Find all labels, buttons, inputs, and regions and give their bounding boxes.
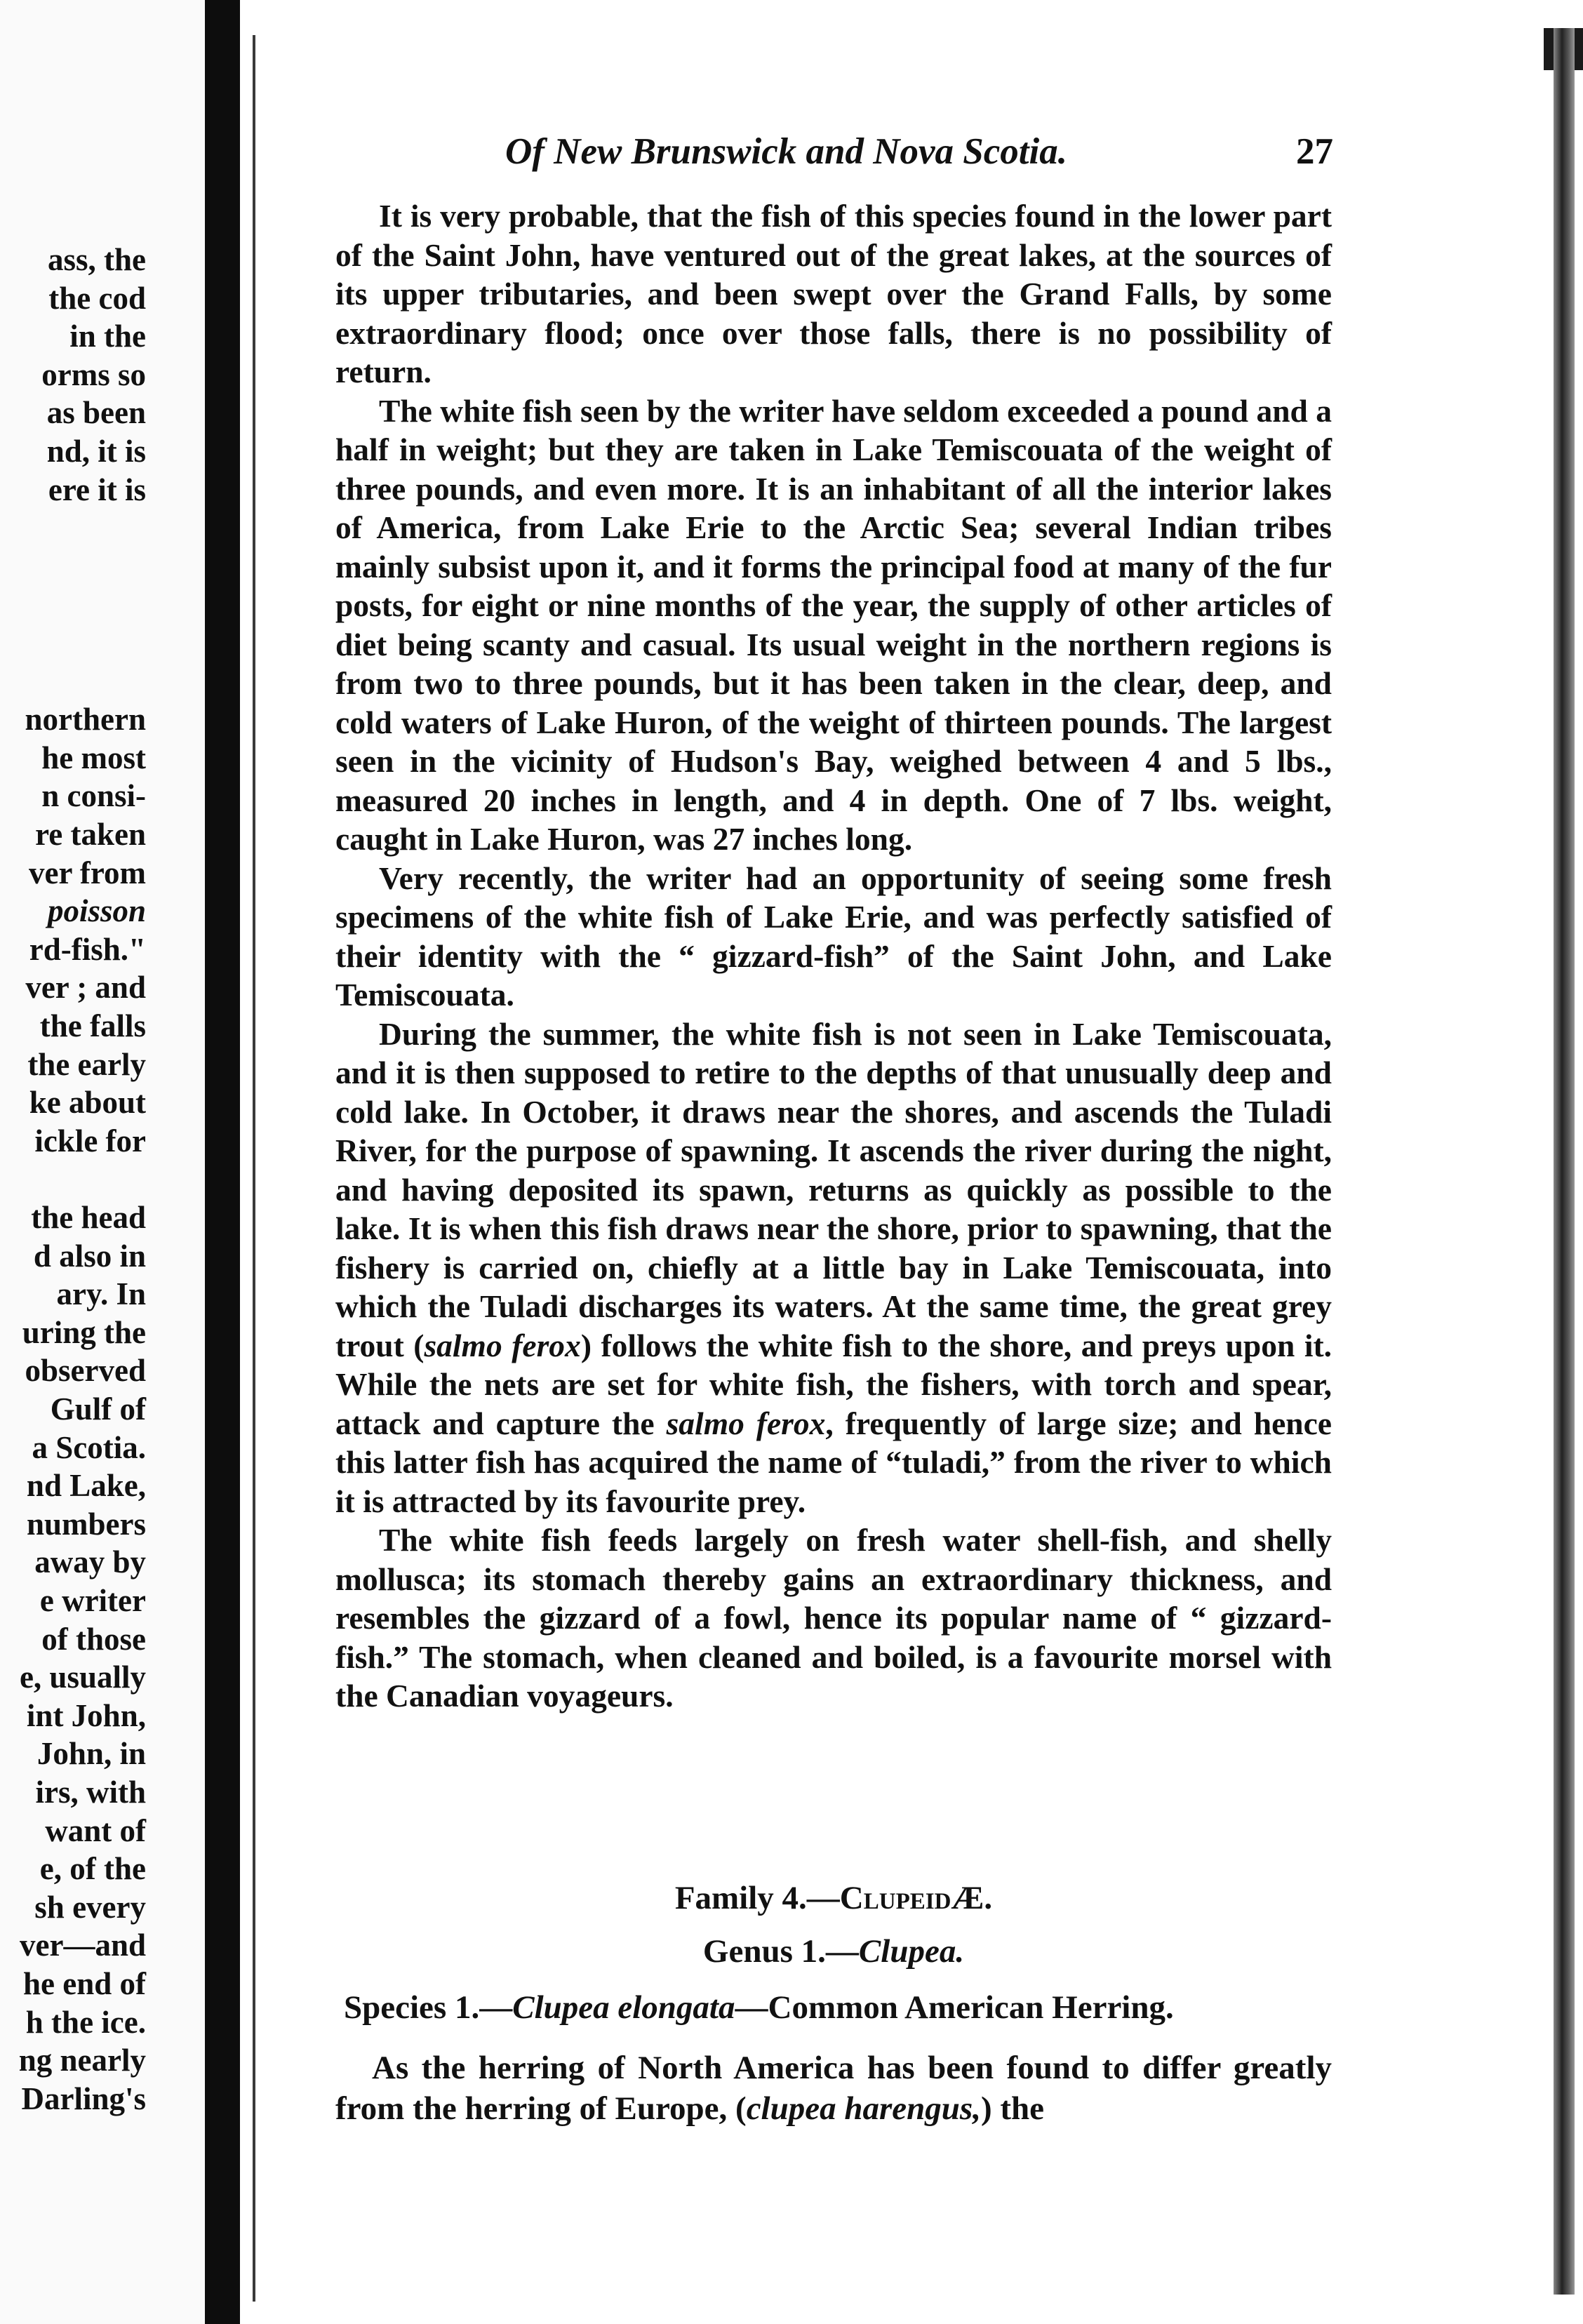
left-page-line: northern [25, 702, 146, 737]
family-heading [335, 1882, 1332, 1915]
left-page-line: the falls [39, 1008, 146, 1043]
left-page-line: Gulf of [50, 1391, 146, 1427]
left-page-line: ver—and [20, 1928, 146, 1963]
closing-paragraph-part: ) the [980, 2090, 1045, 2127]
left-page-line: the cod [48, 280, 146, 316]
main-text [335, 196, 1332, 1716]
left-page-line: sh every [34, 1889, 146, 1925]
left-page-line: rd-fish." [29, 931, 146, 967]
species-name: Clupea elongata [512, 1989, 735, 2026]
genus-prefix: Genus 1.— [702, 1933, 859, 1970]
paragraph-4-part: During the summer, the white fish is not seen in Lake Temiscouata, and it is then supposed to retire to the depths of that unusually deep and cold lake. In October, it draws near the shores, and ascends the Tuladi River, for the purpose of spawning. It ascends the river during the night, and having deposited its spawn, returns as quickly as possible to the lake. It is when this fish draws near the shore, prior to spawning, that the fishery is carried on, chiefly at a little bay in Lake Temiscouata, into which the Tuladi discharges its waters. At the same time, the great grey trout ( [335, 1015, 1332, 1363]
left-page-line: irs, with [35, 1775, 146, 1810]
left-page-line: want of [45, 1812, 146, 1848]
family-name: ClupeidÆ. [839, 1880, 993, 1916]
left-page-line: ver from [28, 855, 146, 890]
paragraph-3: Very recently, the writer had an opportunity of seeing some fresh specimens of the white fish of Lake Erie, and was perfectly satisfied of their identity with the “ gizzard-fish” of the Saint John, and Lake Temiscouata. [335, 860, 1332, 1013]
left-page-line: of those [41, 1621, 146, 1657]
left-page-line: int John, [26, 1697, 146, 1733]
left-page-line: uring the [22, 1314, 146, 1350]
paragraph-2: The white fish seen by the writer have seldom exceeded a pound and a half in weight; but they are taken in Lake Temiscouata of the weight of three pounds, and even more. It is an inhabitant of all the interior lakes of America, from Lake Erie to the Arctic Sea; several Indian tribes mainly subsist upon it, and it forms the principal food at many of the fur posts, for eight or nine months of the year, the supply of other articles of diet being scanty and casual. Its usual weight in the northern regions is from two to three pounds, but it has been taken in the clear, deep, and cold waters of Lake Huron, of the weight of thirteen pounds. The largest seen in the vicinity of Hudson's Bay, weighed between 4 and 5 lbs., measured 20 inches in length, and 4 in depth. One of 7 lbs. weight, caught in Lake Huron, was 27 inches long. [335, 392, 1332, 857]
left-page-line: nd, it is [46, 434, 146, 469]
left-page-line: the head [31, 1200, 146, 1235]
paragraph-4 [335, 1015, 1332, 1521]
left-page-line: d also in [33, 1238, 146, 1274]
left-page-line: he most [41, 740, 146, 775]
species-name-italic: salmo ferox [424, 1327, 581, 1363]
left-page-line: re taken [35, 817, 146, 852]
closing-paragraph [335, 2048, 1332, 2129]
left-page-line: ng nearly [18, 2043, 146, 2078]
left-page-line: ary. In [56, 1276, 146, 1312]
species-prefix: Species 1.— [344, 1989, 513, 2026]
left-page-line: nd Lake, [26, 1468, 146, 1504]
left-page-line: ke about [29, 1085, 146, 1121]
page-number: 27 [1296, 131, 1333, 172]
left-page-line: orms so [41, 356, 146, 392]
paragraph-5: The white fish feeds largely on fresh water shell-fish, and shelly mollusca; its stomach thereby gains an extraordinary thickness, and resembles the gizzard of a fowl, hence its popular name of “ gizzard-fish.” The stomach, when cleaned and boiled, is a favourite morsel with the Canadian voyageurs. [335, 1522, 1332, 1714]
left-page-line: e, usually [19, 1659, 146, 1695]
paragraph-1: It is very probable, that the fish of this species found in the lower part of the Saint John, have ventured out of the great lakes, at the sources of its upper tributaries, and been swept over the Grand Falls, by some extraordinary flood; once over those falls, there is no possibility of return. [335, 198, 1332, 389]
left-page-line: poisson [47, 893, 146, 929]
left-page-line: as been [46, 395, 146, 431]
left-page-line: numbers [26, 1506, 146, 1542]
left-page-line: away by [34, 1544, 146, 1580]
book-gutter [205, 0, 240, 2324]
species-name-italic: salmo ferox [666, 1405, 826, 1441]
left-page-line: in the [69, 319, 146, 354]
scientific-name-italic: clupea harengus, [746, 2090, 981, 2127]
page-edge-line [253, 35, 255, 2302]
genus-name: Clupea. [858, 1933, 965, 1970]
left-page-line: e writer [39, 1583, 146, 1618]
paragraph-4-part: , frequently of large size; and hence this latter fish has acquired the name of “tuladi,” from the river to which it is attracted by its favourite prey. [335, 1405, 1332, 1519]
closing-paragraph-part: As the herring of North America has been found to differ greatly from the herring of Europe, ( [335, 2050, 1332, 2127]
left-page-line: n consi- [41, 778, 146, 814]
running-title: Of New Brunswick and Nova Scotia. [505, 131, 1067, 172]
left-page-line: the early [27, 1046, 146, 1082]
genus-heading [335, 1935, 1332, 1968]
left-page-line: Darling's [21, 2081, 146, 2116]
left-page-line: e, of the [39, 1851, 146, 1887]
adjacent-page-fragment [0, 0, 205, 2324]
left-page-line: ass, the [47, 242, 146, 277]
left-page-line: John, in [36, 1736, 146, 1772]
left-page-line: a Scotia. [32, 1429, 146, 1465]
left-page-line: ere it is [48, 472, 146, 507]
page-header [337, 133, 1333, 182]
left-page-line: h the ice. [25, 2004, 146, 2040]
species-heading [344, 1991, 1174, 2024]
paragraph-4-part: ) follows the white fish to the shore, and preys upon it. While the nets are set for white fish, the fishers, with torch and spear, attack and capture the [335, 1327, 1332, 1441]
left-page-line: ickle for [34, 1123, 146, 1158]
page-edge-shadow [1554, 28, 1575, 2295]
family-prefix: Family 4.— [674, 1880, 840, 1916]
left-page-line: observed [25, 1353, 146, 1389]
left-page-line: he end of [22, 1966, 146, 2001]
left-page-line: ver ; and [25, 970, 146, 1006]
species-common-name: —Common American Herring. [735, 1989, 1174, 2026]
